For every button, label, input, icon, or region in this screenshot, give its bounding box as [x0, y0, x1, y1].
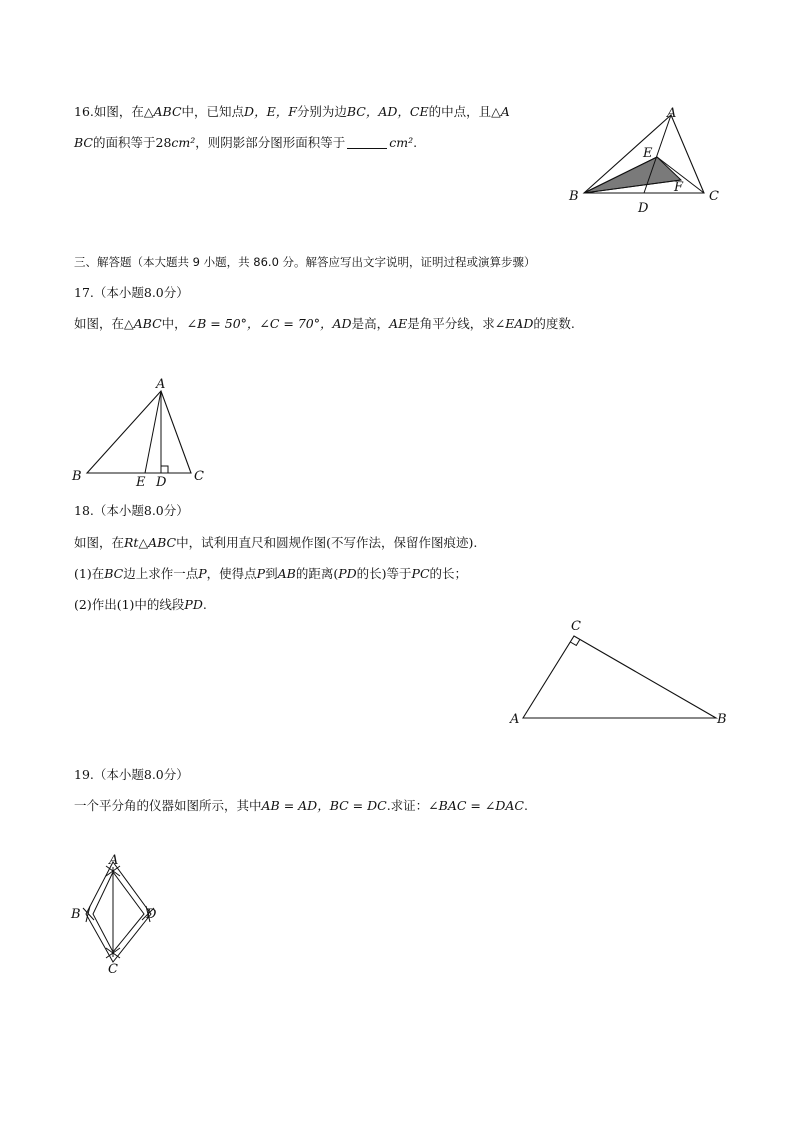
q16-label-f: F — [674, 180, 684, 195]
q17-label-e: E — [136, 475, 146, 490]
q17-bisector-ae — [145, 391, 161, 473]
q17-text: 如图，在△ABC中，∠B = 50°，∠C = 70°，AD是高，AE是角平分线，求∠EAD的度数. — [74, 316, 575, 331]
q18-label-c: C — [571, 619, 581, 634]
q17-figure — [70, 372, 220, 492]
q18-label-b: B — [717, 712, 727, 727]
q19-outer-rhombus — [86, 862, 151, 962]
q16-label-a: A — [667, 106, 677, 121]
q16-line-1: 16.如图，在△ABC中，已知点D，E，F分别为边BC，AD，CE的中点，且△A — [74, 104, 510, 119]
q17-triangle-abc — [87, 391, 191, 473]
q17-right-angle-mark — [161, 466, 168, 473]
q17-label-b: B — [72, 469, 82, 484]
q18-line-2: (1)在BC边上求作一点P，使得点P到AB的距离(PD的长)等于PC的长； — [74, 566, 468, 581]
q16-shaded-triangle — [584, 157, 681, 193]
q18-line-3: (2)作出(1)中的线段PD. — [74, 597, 207, 612]
q16-figure — [560, 100, 730, 220]
answer-blank[interactable] — [347, 136, 387, 149]
q18-figure — [505, 612, 735, 737]
q18-header: 18.（本小题8.0分） — [74, 503, 189, 518]
q17-label-d: D — [156, 475, 167, 490]
q18-line-1: 如图，在Rt△ABC中，试利用直尺和圆规作图(不写作法，保留作图痕迹). — [74, 535, 478, 550]
q16-line-2: BC的面积等于28cm²，则阴影部分图形面积等于 cm². — [74, 135, 418, 150]
q17-label-c: C — [194, 469, 204, 484]
q17-label-a: A — [156, 377, 166, 392]
q19-label-a: A — [109, 853, 119, 868]
q16-label-e: E — [643, 146, 653, 161]
q16-label-c: C — [709, 189, 719, 204]
q19-header: 19.（本小题8.0分） — [74, 767, 189, 782]
q18-right-triangle — [523, 636, 716, 718]
q17-header: 17.（本小题8.0分） — [74, 285, 189, 300]
q19-label-d: D — [146, 907, 157, 922]
q16-number: 16. — [74, 104, 94, 119]
q19-text: 一个平分角的仪器如图所示，其中AB = AD，BC = DC.求证：∠BAC = ∠DAC. — [74, 798, 528, 813]
q16-label-d: D — [638, 201, 649, 216]
q19-label-c: C — [108, 962, 118, 977]
q19-label-b: B — [71, 907, 81, 922]
section-title: 三、解答题（本大题共 9 小题，共 86.0 分。解答应写出文字说明，证明过程或演算步骤） — [74, 255, 536, 269]
q19-figure — [66, 850, 166, 980]
q18-label-a: A — [510, 712, 520, 727]
q16-label-b: B — [569, 189, 579, 204]
